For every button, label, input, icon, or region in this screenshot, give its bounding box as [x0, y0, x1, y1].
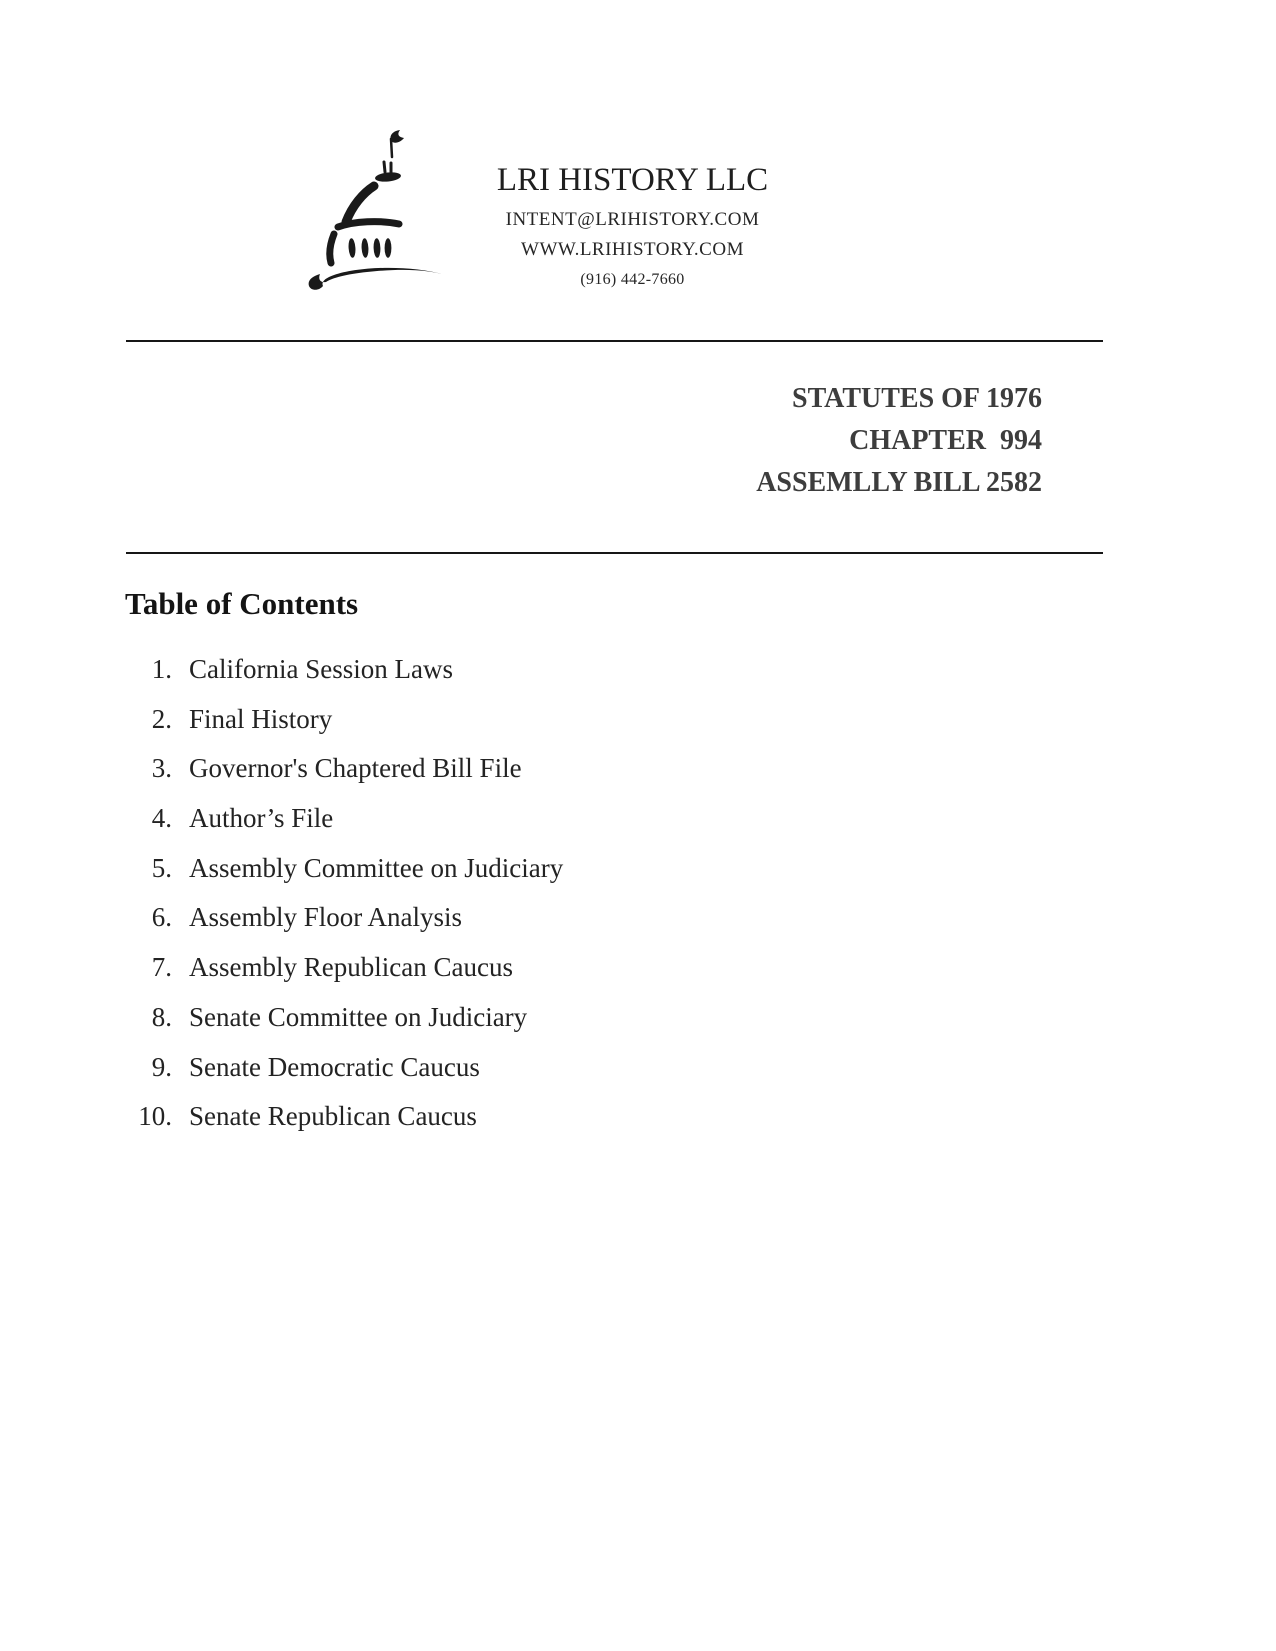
chapter-line: CHAPTER 994	[849, 425, 1042, 456]
document-reference	[500, 378, 1042, 504]
toc-item-number: 2.	[151, 703, 172, 734]
toc-item-number: 3.	[151, 753, 172, 784]
toc-item-label: Assembly Floor Analysis	[189, 902, 463, 933]
toc-item-label: Author’s File	[189, 803, 334, 834]
company-website: WWW.LRIHISTORY.COM	[521, 239, 744, 260]
toc-title: Table of Contents	[125, 586, 359, 621]
toc-item-label: Governor's Chaptered Bill File	[189, 753, 522, 784]
divider-line-bottom	[126, 552, 1103, 554]
letterhead	[420, 160, 845, 291]
toc-item-label: Assembly Committee on Judiciary	[189, 852, 564, 883]
toc-item-number: 5.	[151, 852, 172, 883]
statutes-line: STATUTES OF 1976	[792, 383, 1042, 414]
toc-list	[122, 645, 563, 1142]
toc-item	[122, 695, 563, 745]
toc-item-label: Senate Committee on Judiciary	[189, 1001, 528, 1032]
toc-item	[122, 844, 563, 894]
toc-item-number: 4.	[151, 803, 172, 834]
company-phone: (916) 442-7660	[580, 271, 685, 288]
toc-item-number: 9.	[151, 1051, 172, 1082]
toc-item-number: 10.	[138, 1101, 172, 1132]
toc-item-label: Assembly Republican Caucus	[189, 952, 513, 983]
company-email: INTENT@LRIHISTORY.COM	[505, 209, 760, 230]
toc-item	[122, 794, 563, 844]
divider-line-top	[126, 340, 1103, 342]
toc-item	[122, 1043, 563, 1093]
toc-item	[122, 943, 563, 993]
toc-item	[122, 893, 563, 943]
company-name: LRI HISTORY LLC	[496, 162, 769, 198]
toc-item-label: California Session Laws	[189, 654, 453, 684]
toc-item-label: Senate Democratic Caucus	[189, 1051, 480, 1082]
toc-item-number: 6.	[151, 902, 172, 933]
toc-item-number: 8.	[151, 1001, 172, 1032]
toc-item-label: Senate Republican Caucus	[189, 1101, 477, 1132]
toc-item	[122, 1092, 563, 1142]
toc-item-label: Final History	[189, 703, 333, 734]
toc-item-number: 7.	[151, 952, 172, 983]
toc-item-number: 1.	[151, 654, 172, 684]
assembly-bill-line: ASSEMLLY BILL 2582	[756, 467, 1042, 498]
toc-item	[122, 993, 563, 1043]
toc-item	[122, 645, 563, 695]
toc-item	[122, 744, 563, 794]
